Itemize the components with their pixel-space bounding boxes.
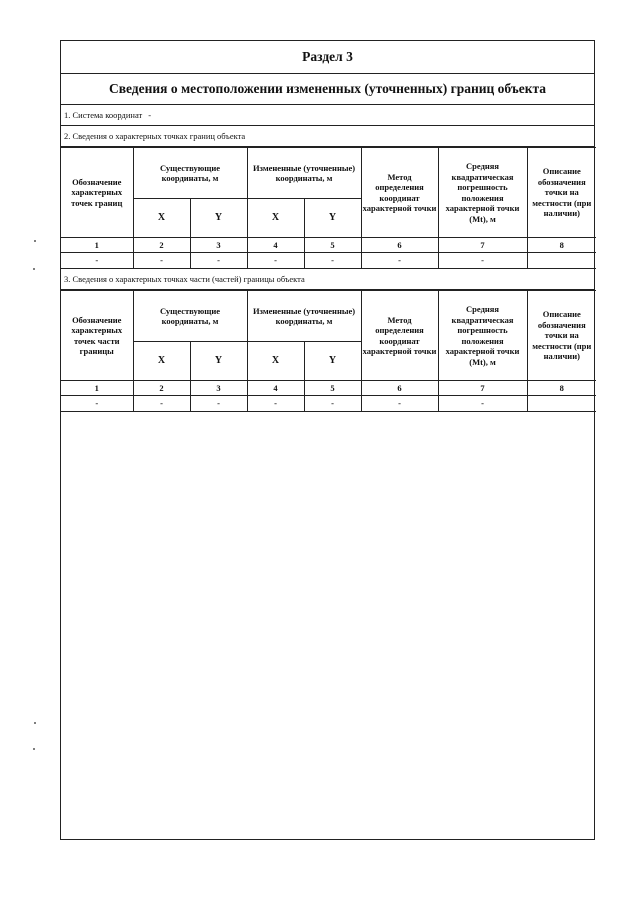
header-changed-y: Y (304, 199, 361, 238)
section-title: Раздел 3 (61, 41, 594, 74)
header-existing-y: Y (190, 342, 247, 381)
header-existing-coords: Существующие координаты, м (133, 291, 247, 342)
table-cell: - (438, 396, 527, 412)
column-number: 4 (247, 238, 304, 253)
column-number: 2 (133, 238, 190, 253)
header-changed-x: X (247, 199, 304, 238)
table-cell (527, 396, 596, 412)
table-cell: - (190, 396, 247, 412)
header-point-designation: Обозначение характерных точек границ (61, 148, 133, 238)
part-boundary-points-table (61, 290, 596, 412)
header-mean-error: Средняя квадратическая погрешность положения характерной точки (Mt), м (438, 291, 527, 381)
document-page (60, 40, 595, 840)
column-number: 5 (304, 238, 361, 253)
column-number: 3 (190, 381, 247, 396)
block2-label: 2. Сведения о характерных точках границ объекта (64, 131, 246, 141)
scan-speck (34, 722, 36, 724)
boundary-points-table (61, 147, 596, 269)
table-cell: - (361, 253, 438, 269)
header-existing-coords: Существующие координаты, м (133, 148, 247, 199)
table-cell: - (133, 253, 190, 269)
header-existing-y: Y (190, 199, 247, 238)
header-existing-x: X (133, 342, 190, 381)
section-subtitle: Сведения о местоположении измененных (уточненных) границ объекта (61, 74, 594, 105)
column-number: 5 (304, 381, 361, 396)
table-cell: - (304, 253, 361, 269)
header-method: Метод определения координат характерной точки (361, 148, 438, 238)
table-cell: - (190, 253, 247, 269)
scan-speck (34, 240, 36, 242)
table-cell: - (438, 253, 527, 269)
block3-label: 3. Сведения о характерных точках части (частей) границы объекта (64, 274, 305, 284)
table-cell: - (133, 396, 190, 412)
table-cell: - (247, 253, 304, 269)
column-numbers-row (61, 238, 596, 253)
coord-system-value: - (148, 110, 152, 120)
column-number: 7 (438, 381, 527, 396)
header-changed-y: Y (304, 342, 361, 381)
column-number: 6 (361, 381, 438, 396)
coord-system-label: 1. Система координат (64, 110, 143, 120)
header-mean-error: Средняя квадратическая погрешность положения характерной точки (Mt), м (438, 148, 527, 238)
column-number: 1 (61, 238, 133, 253)
column-number: 3 (190, 238, 247, 253)
header-existing-x: X (133, 199, 190, 238)
header-changed-coords: Измененные (уточненные) координаты, м (247, 291, 361, 342)
header-method: Метод определения координат характерной точки (361, 291, 438, 381)
scan-speck (33, 268, 35, 270)
table-cell: - (361, 396, 438, 412)
header-description: Описание обозначения точки на местности (при наличии) (527, 291, 596, 381)
column-number: 4 (247, 381, 304, 396)
column-number: 7 (438, 238, 527, 253)
table-row (61, 253, 596, 269)
header-changed-x: X (247, 342, 304, 381)
column-number: 8 (527, 238, 596, 253)
column-number: 2 (133, 381, 190, 396)
column-number: 6 (361, 238, 438, 253)
column-number: 8 (527, 381, 596, 396)
table-cell: - (61, 253, 133, 269)
table-cell: - (61, 396, 133, 412)
scan-speck (33, 748, 35, 750)
table-cell: - (247, 396, 304, 412)
block3-label-row (61, 269, 594, 290)
column-number: 1 (61, 381, 133, 396)
table-cell (527, 253, 596, 269)
table-row (61, 396, 596, 412)
coord-system-row (61, 105, 594, 126)
header-point-designation: Обозначение характерных точек части границы (61, 291, 133, 381)
header-description: Описание обозначения точки на местности (при наличии) (527, 148, 596, 238)
column-numbers-row (61, 381, 596, 396)
header-changed-coords: Измененные (уточненные) координаты, м (247, 148, 361, 199)
table-cell: - (304, 396, 361, 412)
block2-label-row (61, 126, 594, 147)
